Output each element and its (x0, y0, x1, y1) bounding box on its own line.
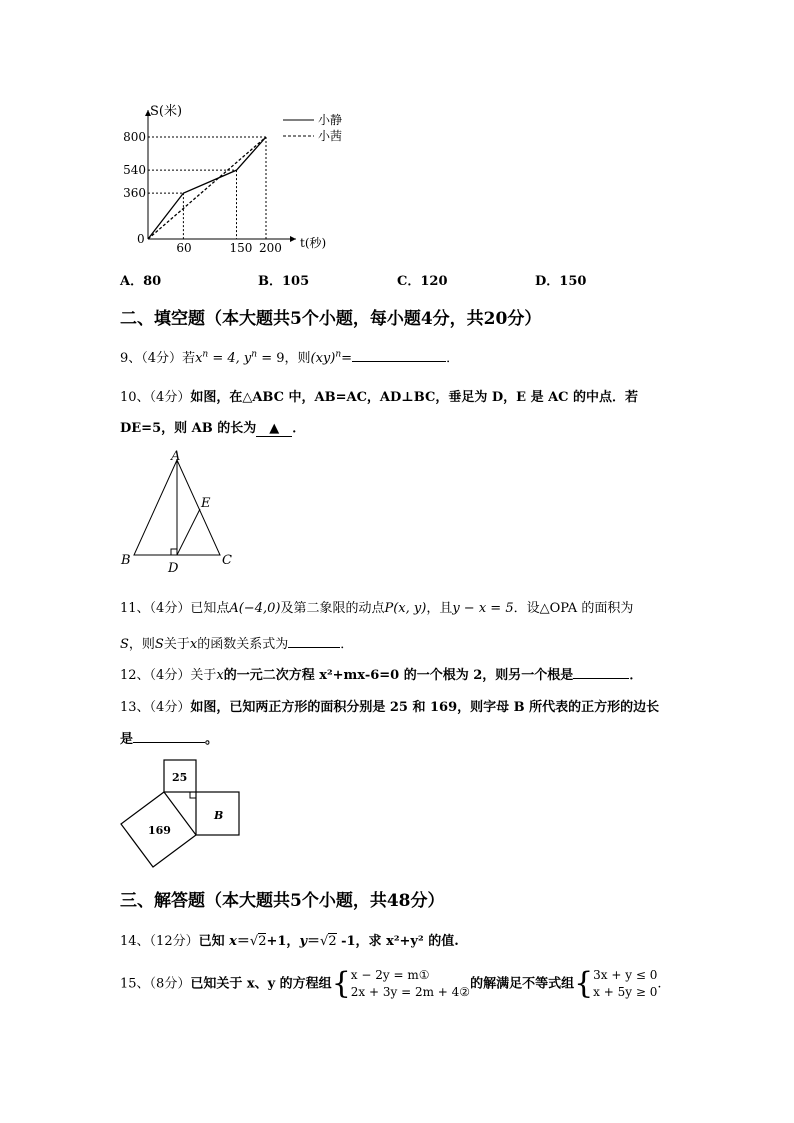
x-axis-arrow (290, 236, 296, 242)
question-10-line-2 (120, 417, 305, 437)
question-score: （4分） (149, 390, 191, 405)
triangle-placeholder: ▲ (269, 421, 280, 436)
triangle-figure (115, 448, 245, 578)
q9-x: x (195, 351, 203, 366)
inequality-system (593, 967, 657, 1001)
answer-blank[interactable] (352, 361, 446, 362)
y-axis-label: S(米) (150, 104, 183, 119)
sqrt-sign: √ (320, 934, 329, 949)
x-axis-label: t(秒) (300, 236, 327, 250)
section-heading-solutions: 三、解答题（本大题共5个小题，共48分） (120, 891, 445, 911)
legend-label-xiaojing: 小静 (318, 113, 343, 127)
origin-label: 0 (137, 232, 145, 246)
label-c: C (222, 553, 232, 568)
section-heading-fill-in: 二、填空题（本大题共5个小题，每小题4分，共20分） (120, 309, 542, 329)
q11-text-5: ，则 (128, 637, 155, 652)
answer-blank[interactable] (288, 647, 340, 648)
answer-blank[interactable] (573, 678, 629, 679)
q10-line-2b: ． (292, 421, 306, 436)
q9-text-1: 若 (182, 351, 196, 366)
x-tick-label: 150 (229, 241, 253, 255)
question-number: 13、 (120, 700, 150, 715)
q12-x: x (216, 668, 224, 683)
question-9 (120, 347, 459, 366)
equation-system (351, 967, 470, 1001)
q11-equation: y − x = 5 (452, 601, 514, 616)
q9-xy: (xy) (310, 351, 336, 366)
y-tick-label: 800 (123, 130, 146, 144)
q12-text-2: 的一元二次方程 x²+mx-6=0 的一个根为 2，则另一个根是 (223, 668, 574, 683)
option-letter: C． (397, 274, 421, 289)
y-tick-label: 360 (123, 186, 146, 201)
label-169: 169 (148, 824, 171, 837)
label-b: B (121, 553, 131, 568)
question-number: 9、 (120, 351, 142, 366)
question-11 (120, 597, 633, 616)
question-13-line-2 (120, 728, 218, 747)
q9-eq-2: = 9 (257, 351, 285, 366)
sqrt-sign: √ (249, 934, 259, 949)
q9-text-2: ，则 (284, 351, 311, 366)
right-angle-mark (171, 549, 177, 555)
option-b (258, 270, 309, 289)
x-tick-label: 60 (176, 241, 192, 255)
q9-text-4: ． (446, 351, 460, 366)
option-value: 80 (143, 274, 162, 289)
question-14 (120, 930, 459, 949)
q15-text-3: . (657, 976, 662, 992)
q12-text-1: 关于 (190, 668, 217, 683)
question-score: （12分） (149, 934, 199, 949)
label-25: 25 (172, 771, 188, 784)
question-15 (120, 967, 662, 1001)
question-number: 11、 (120, 601, 150, 616)
equation-1: x − 2y = m① (350, 968, 430, 982)
series-line-1 (148, 137, 266, 239)
q14-text-1: 已知 (198, 934, 230, 949)
q11-s-2: S (154, 637, 164, 652)
q13-line-2a: 是 (120, 732, 134, 747)
q11-text-6: 关于 (163, 637, 190, 652)
q14-minus: -1，求 x²+y² 的值. (336, 934, 459, 949)
q14-y: y (299, 934, 307, 949)
q11-text-2: 及第二象限的动点 (280, 601, 385, 616)
question-number: 12、 (120, 668, 150, 683)
option-letter: A． (120, 274, 144, 289)
option-letter: D． (535, 274, 560, 289)
q10-line-1: 如图，在△ABC 中，AB=AC，AD⊥BC，垂足为 D，E 是 AC 的中点．若 (190, 390, 639, 405)
q9-text-3: = (341, 351, 353, 366)
label-e: E (201, 496, 211, 511)
option-a (120, 270, 161, 289)
q14-eq-2: ＝ (307, 934, 321, 949)
q14-radicand-2: 2 (328, 934, 337, 949)
q9-exp-1: n (202, 349, 209, 360)
question-score: （4分） (149, 700, 191, 715)
question-number: 14、 (120, 934, 150, 949)
q11-point-a: A(−4,0) (229, 601, 281, 616)
q11-text-3: ，且 (426, 601, 453, 616)
q14-eq-1: ＝ (236, 934, 250, 949)
q14-radicand-1: 2 (258, 934, 267, 949)
q9-exp-3: n (335, 349, 342, 360)
q11-text-8: ． (340, 637, 354, 652)
q15-text-1: 已知关于 x、y 的方程组 (190, 976, 332, 992)
inequality-1: 3x + y ≤ 0 (593, 968, 658, 982)
label-d: D (168, 561, 179, 576)
label-a: A (171, 449, 181, 464)
option-letter: B． (258, 274, 282, 289)
option-d (535, 270, 586, 289)
inequality-2: x + 5y ≥ 0 (593, 985, 658, 999)
q13-line-2b: 。 (205, 732, 219, 747)
question-score: （4分） (141, 351, 183, 366)
distance-time-chart (123, 98, 370, 258)
question-12 (120, 664, 642, 683)
squares-figure (115, 755, 250, 870)
q11-point-p: P(x, y) (384, 601, 427, 616)
q12-text-3: ． (629, 668, 643, 683)
option-value: 150 (559, 274, 587, 289)
q10-line-2a: DE=5，则 AB 的长为 (120, 421, 257, 436)
left-brace: { (574, 966, 594, 1001)
question-10 (120, 386, 638, 405)
right-angle-mark (190, 792, 196, 798)
label-b-square: B (214, 809, 224, 822)
legend-label-xiaoqian: 小茜 (318, 129, 343, 143)
q15-text-2: 的解满足不等式组 (470, 976, 575, 992)
question-score: （4分） (149, 668, 191, 683)
q11-text-4: ．设△OPA 的面积为 (513, 601, 634, 616)
question-number: 10、 (120, 390, 150, 405)
equation-2: 2x + 3y = 2m + 4② (350, 985, 471, 999)
option-c (397, 270, 448, 289)
question-11-line-2 (120, 633, 353, 652)
q9-y: y (243, 351, 252, 366)
q9-eq-1: = 4, (208, 351, 244, 366)
option-value: 120 (420, 274, 448, 289)
answer-blank[interactable] (256, 421, 292, 437)
x-tick-label: 200 (259, 241, 282, 255)
answer-blank[interactable] (133, 742, 205, 743)
q11-x: x (189, 637, 198, 652)
option-value: 105 (282, 274, 310, 289)
question-score: （8分） (149, 976, 191, 992)
y-tick-label: 540 (123, 163, 146, 178)
question-13 (120, 696, 659, 715)
segment-de (177, 509, 200, 555)
q14-x: x (229, 934, 237, 949)
left-brace: { (331, 966, 351, 1001)
q9-exp-2: n (251, 349, 258, 360)
q13-line-1: 如图，已知两正方形的面积分别是 25 和 169，则字母 B 所代表的正方形的边长 (190, 700, 660, 715)
q11-text-1: 已知点 (190, 601, 230, 616)
q14-plus: +1， (266, 934, 300, 949)
q11-text-7: 的函数关系式为 (197, 637, 289, 652)
q11-s: S (120, 637, 129, 652)
question-score: （4分） (149, 601, 191, 616)
question-number: 15、 (120, 976, 150, 992)
